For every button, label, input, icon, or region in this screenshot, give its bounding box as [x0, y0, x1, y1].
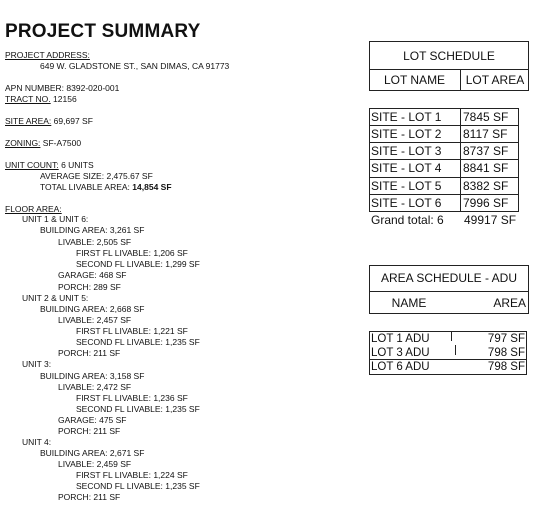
total-livable-value: 14,854 SF [132, 182, 172, 192]
zoning-row [5, 138, 81, 148]
floor-line: LIVABLE: 2,505 SF [58, 237, 132, 247]
unit-count-value: 6 UNITS [61, 160, 94, 170]
floor-line: SECOND FL LIVABLE: 1,299 SF [76, 259, 200, 269]
unit-count-label: UNIT COUNT: [5, 160, 59, 170]
lot-name-header: LOT NAME [383, 73, 446, 87]
lot-area-cell: 8117 SF [463, 127, 508, 141]
floor-line: FIRST FL LIVABLE: 1,236 SF [76, 393, 188, 403]
floor-line: PORCH: 289 SF [58, 282, 121, 292]
adu-area-cell: 798 SF [487, 347, 525, 359]
floor-line: UNIT 1 & UNIT 6: [22, 214, 89, 224]
adu-schedule-divider [369, 291, 529, 292]
apn-value: 8392-020-001 [66, 83, 120, 93]
total-livable-row [40, 182, 172, 192]
page-title: PROJECT SUMMARY [5, 21, 201, 42]
lot-area-cell: 7996 SF [463, 196, 509, 210]
floor-area-label: FLOOR AREA: [5, 204, 62, 214]
unit-count-row [5, 160, 94, 170]
lot-name-cell: SITE - LOT 1 [371, 110, 442, 124]
lot-name-cell: SITE - LOT 3 [371, 144, 442, 158]
lot-area-cell: 8382 SF [463, 179, 509, 193]
lot-name-cell: SITE - LOT 5 [371, 179, 442, 193]
lot-schedule-divider [369, 69, 529, 70]
lot-name-cell: SITE - LOT 6 [371, 196, 442, 210]
apn-row [5, 83, 119, 93]
floor-line: LIVABLE: 2,459 SF [58, 459, 132, 469]
adu-name-header: NAME [391, 296, 427, 310]
floor-line: PORCH: 211 SF [58, 426, 121, 436]
floor-line: UNIT 3: [22, 359, 52, 369]
adu-name-cell: LOT 6 ADU [371, 361, 430, 373]
adu-name-cell: LOT 3 ADU [371, 347, 430, 359]
floor-line: GARAGE: 475 SF [58, 415, 127, 425]
floor-line: SECOND FL LIVABLE: 1,235 SF [76, 404, 200, 414]
tract-value: 12156 [53, 94, 77, 104]
floor-line: BUILDING AREA: 3,261 SF [40, 225, 145, 235]
lot-area-header: LOT AREA [465, 73, 525, 87]
lot-schedule-title: LOT SCHEDULE [403, 49, 495, 63]
lot-name-cell: SITE - LOT 4 [371, 161, 442, 175]
site-area-row [5, 116, 93, 126]
average-size-label: AVERAGE SIZE: [40, 171, 105, 181]
zoning-value: SF-A7500 [42, 138, 82, 148]
adu-area-header: AREA [493, 296, 526, 310]
tract-label: TRACT NO. [5, 94, 51, 104]
adu-area-cell: 797 SF [487, 333, 525, 345]
floor-line: BUILDING AREA: 2,668 SF [40, 304, 145, 314]
floor-line: LIVABLE: 2,472 SF [58, 382, 132, 392]
floor-line: FIRST FL LIVABLE: 1,221 SF [76, 326, 188, 336]
grand-total-value: 49917 SF [464, 213, 517, 227]
zoning-label: ZONING: [5, 138, 41, 148]
floor-line: PORCH: 211 SF [58, 492, 121, 502]
site-area-value: 69,697 SF [53, 116, 93, 126]
average-size-row [40, 171, 153, 181]
apn-label: APN NUMBER: [5, 83, 65, 93]
adu-area-cell: 798 SF [487, 361, 525, 373]
site-area-label: SITE AREA: [5, 116, 52, 126]
floor-line: PORCH: 211 SF [58, 348, 121, 358]
lot-table-col-divider [460, 108, 461, 212]
project-address-value: 649 W. GLADSTONE ST., SAN DIMAS, CA 91773 [40, 61, 230, 71]
adu-schedule-title: AREA SCHEDULE - ADU [380, 271, 518, 285]
floor-line: LIVABLE: 2,457 SF [58, 315, 132, 325]
lot-area-cell: 7845 SF [463, 110, 509, 124]
floor-line: SECOND FL LIVABLE: 1,235 SF [76, 337, 200, 347]
floor-line: BUILDING AREA: 3,158 SF [40, 371, 145, 381]
floor-line: UNIT 4: [22, 437, 52, 447]
adu-name-cell: LOT 1 ADU [371, 333, 430, 345]
floor-line: UNIT 2 & UNIT 5: [22, 293, 89, 303]
floor-line: FIRST FL LIVABLE: 1,224 SF [76, 470, 188, 480]
lot-area-cell: 8737 SF [463, 144, 509, 158]
floor-line: FIRST FL LIVABLE: 1,206 SF [76, 248, 188, 258]
tract-row [5, 94, 77, 104]
lot-area-cell: 8841 SF [463, 161, 509, 175]
total-livable-label: TOTAL LIVABLE AREA: [40, 182, 130, 192]
project-address-label: PROJECT ADDRESS: [5, 50, 90, 60]
lot-name-cell: SITE - LOT 2 [371, 127, 442, 141]
floor-line: GARAGE: 468 SF [58, 270, 127, 280]
grand-total-label: Grand total: 6 [371, 213, 444, 227]
average-size-value: 2,475.67 SF [106, 171, 153, 181]
floor-line: BUILDING AREA: 2,671 SF [40, 448, 145, 458]
floor-line: SECOND FL LIVABLE: 1,235 SF [76, 481, 200, 491]
